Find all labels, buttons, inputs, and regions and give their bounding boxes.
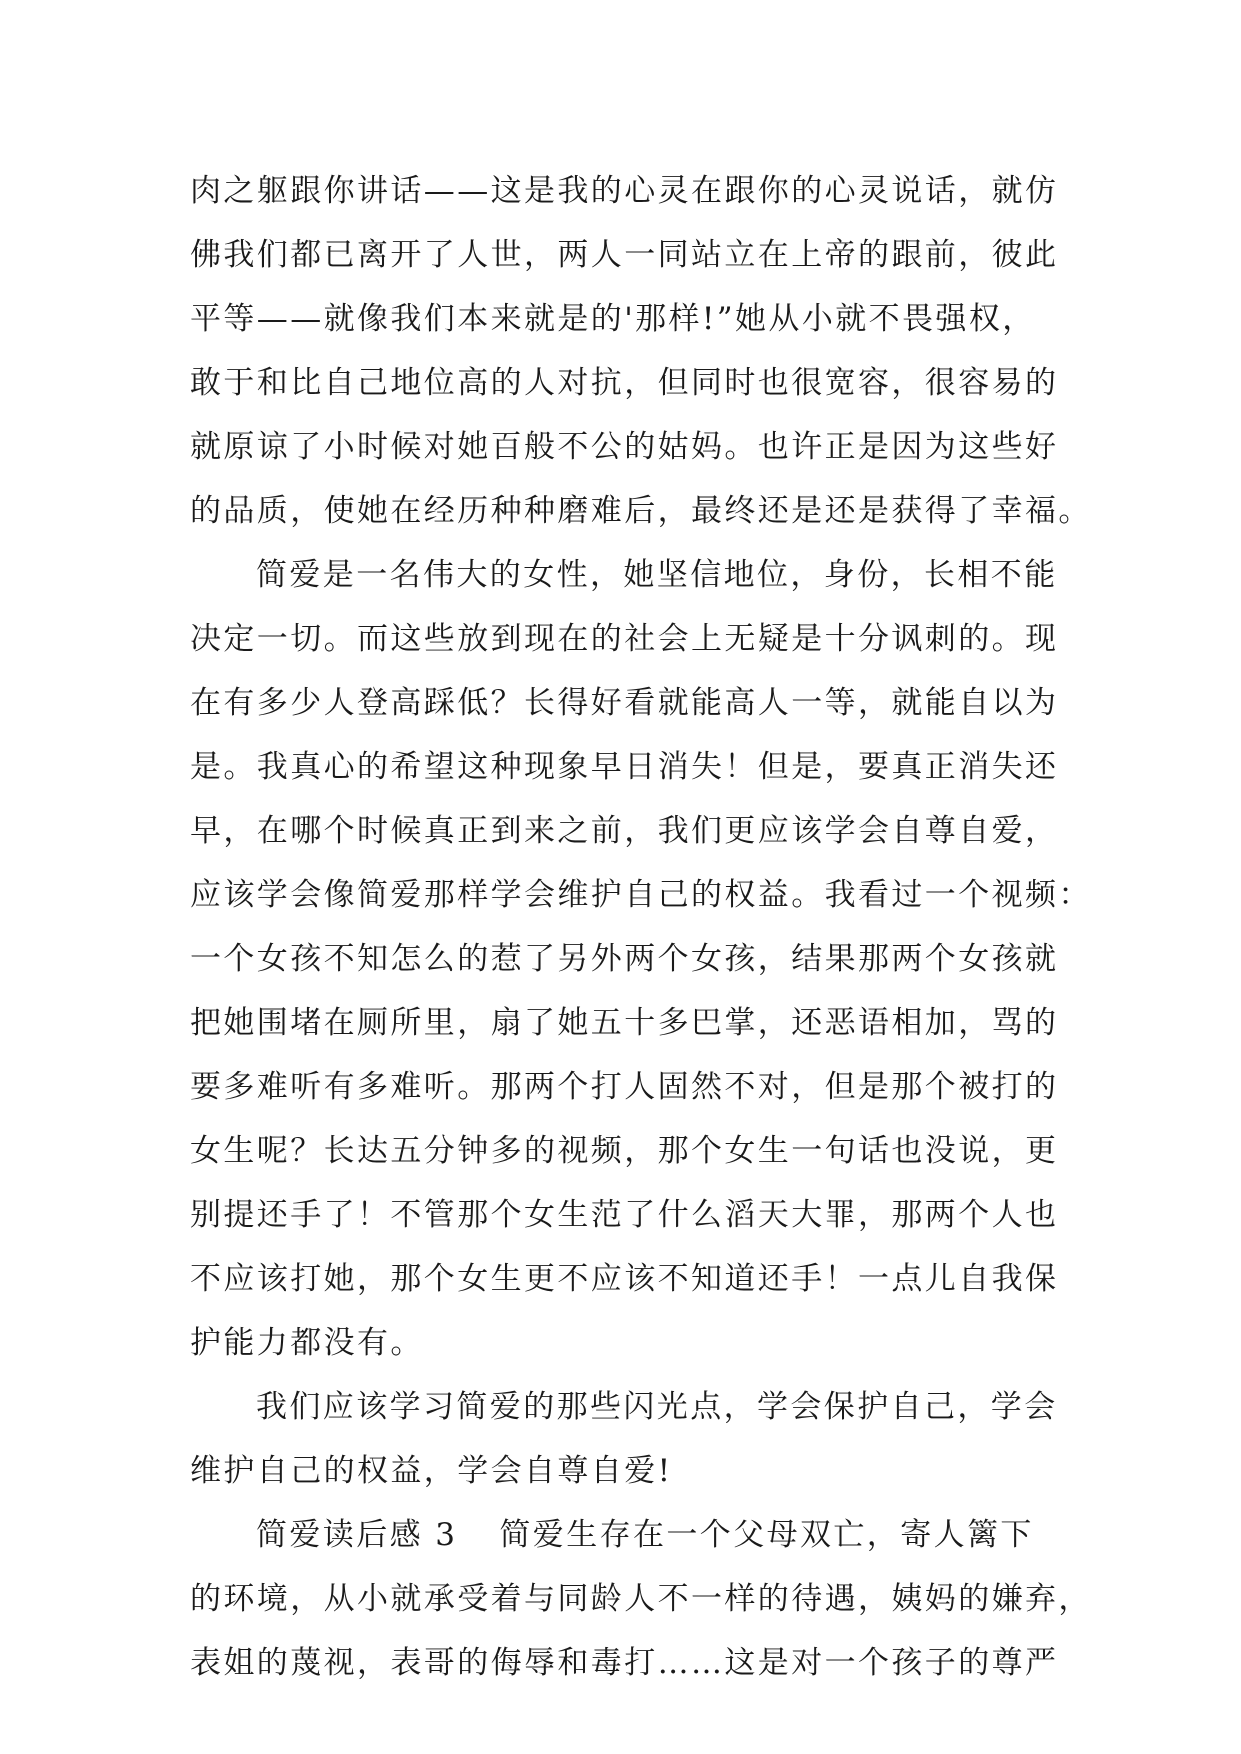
text-line: 在有多少人登高踩低？长得好看就能高人一等，就能自以为 <box>190 685 1059 721</box>
text-line: 不应该打她，那个女生更不应该不知道还手！一点儿自我保 <box>190 1261 1059 1297</box>
text-line: 女生呢？长达五分钟多的视频，那个女生一句话也没说，更 <box>190 1133 1059 1169</box>
text-line: 应该学会像简爱那样学会维护自己的权益。我看过一个视频： <box>190 877 1092 913</box>
text-line: 简爱生存在一个父母双亡，寄人篱下 <box>499 1517 1034 1553</box>
text-line: 就原谅了小时候对她百般不公的姑妈。也许正是因为这些好 <box>190 429 1059 465</box>
text-line: 决定一切。而这些放到现在的社会上无疑是十分讽刺的。现 <box>190 621 1059 657</box>
text-line: 别提还手了！不管那个女生范了什么滔天大罪，那两个人也 <box>190 1197 1059 1233</box>
text-line: 的环境，从小就承受着与同龄人不一样的待遇，姨妈的嫌弃， <box>190 1581 1092 1617</box>
body-text <box>190 159 1092 1695</box>
section-heading-line <box>190 1503 1070 1567</box>
text-line: 护能力都没有。 <box>190 1325 424 1361</box>
text-line: 敢于和比自己地位高的人对抗，但同时也很宽容，很容易的 <box>190 365 1059 401</box>
text-line: 一个女孩不知怎么的惹了另外两个女孩，结果那两个女孩就 <box>190 941 1059 977</box>
text-line: 早，在哪个时候真正到来之前，我们更应该学会自尊自爱， <box>190 813 1059 849</box>
paragraph-start-line: 我们应该学习简爱的那些闪光点，学会保护自己，学会 <box>256 1389 1058 1425</box>
paragraph-start-line: 简爱是一名伟大的女性，她坚信地位，身份，长相不能 <box>256 557 1058 593</box>
text-line: 维护自己的权益，学会自尊自爱! <box>190 1453 673 1489</box>
text-line: 是。我真心的希望这种现象早日消失！但是，要真正消失还 <box>190 749 1059 785</box>
text-line: 把她围堵在厕所里，扇了她五十多巴掌，还恶语相加，骂的 <box>190 1005 1059 1041</box>
text-line: 要多难听有多难听。那两个打人固然不对，但是那个被打的 <box>190 1069 1059 1105</box>
text-line: 的品质，使她在经历种种磨难后，最终还是还是获得了幸福。 <box>190 493 1092 529</box>
text-line: 表姐的蔑视，表哥的侮辱和毒打……这是对一个孩子的尊严 <box>190 1645 1059 1681</box>
text-line: 平等——就像我们本来就是的'那样!”她从小就不畏强权， <box>190 301 1036 337</box>
text-line: 佛我们都已离开了人世，两人一同站立在上帝的跟前，彼此 <box>190 237 1059 273</box>
text-line: 肉之躯跟你讲话——这是我的心灵在跟你的心灵说话，就仿 <box>190 173 1059 209</box>
section-heading: 简爱读后感 3 <box>256 1517 458 1553</box>
